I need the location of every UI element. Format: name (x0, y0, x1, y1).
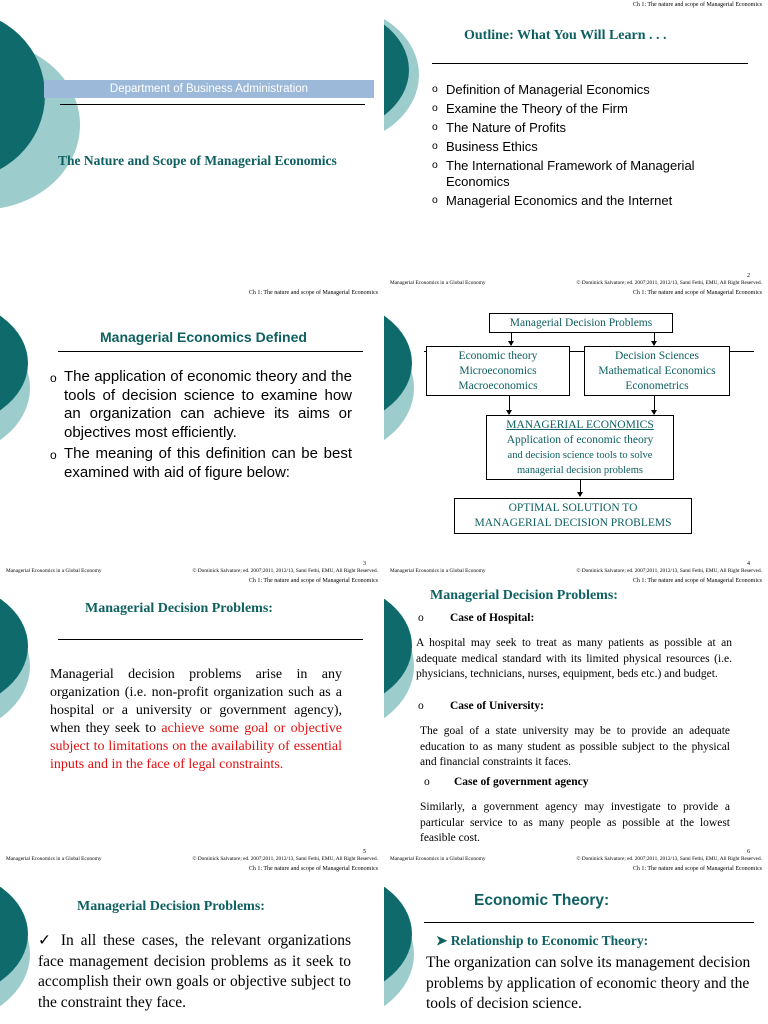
footer-left: Managerial Economics in a Global Economy (6, 856, 102, 862)
list-item: o The meaning of this definition can be best examined with aid of figure below: (50, 445, 352, 481)
dept-label: Department of Business Administration (109, 83, 309, 95)
bullet-circle-icon: o (432, 195, 438, 206)
bullet-circle-icon: o (432, 84, 438, 95)
title-rule (424, 922, 754, 923)
arrow-down-icon (580, 480, 581, 496)
slide-title: Economic Theory: (474, 892, 610, 909)
slide-title: Outline: What You Will Learn . . . (464, 28, 667, 43)
definition-list (50, 368, 352, 482)
slide-header: Ch 1: The nature and scope of Managerial Economics (248, 290, 378, 296)
footer-left: Managerial Economics in a Global Economy (390, 568, 486, 574)
slide-header: Ch 1: The nature and scope of Managerial Economics (632, 578, 762, 584)
outline-list (432, 82, 752, 209)
slide-7 (0, 864, 384, 1024)
case-text: Similarly, a government agency may investigate to provide a particular service to as many people as possible at the lowest feasible cost. (420, 801, 730, 844)
slide-header: Ch 1: The nature and scope of Managerial Economics (632, 2, 762, 8)
page-number: 6 (747, 849, 750, 855)
bullet-circle-icon: o (432, 141, 438, 152)
case-heading: o Case of University: (418, 700, 544, 712)
slide-title: Managerial Decision Problems: (430, 588, 618, 603)
page-number: 2 (747, 273, 750, 279)
footer-left: Managerial Economics in a Global Economy (390, 856, 486, 862)
list-item: o Examine the Theory of the Firm (432, 101, 628, 116)
slide-body: The organization can solve its management decision problems by application of economic theory and the tools of decision science. (426, 954, 751, 1012)
list-item: o Definition of Managerial Economics (432, 82, 650, 97)
arrow-bullet-icon: ➤ (436, 933, 448, 948)
title-rule (60, 104, 365, 105)
page-number: 5 (363, 849, 366, 855)
economic-theory-box: Economic theory Microeconomics Macroeconomics (426, 346, 570, 396)
footer-right: © Dominick Salvatore; ed. 2007;2011, 2012/13, Sami Fethi, EMU, All Right Reserved. (576, 856, 762, 862)
slide-title: Managerial Decision Problems: (77, 899, 265, 914)
slide-3 (0, 288, 384, 576)
arrow-down-icon (654, 333, 655, 345)
slide-6 (384, 576, 768, 864)
slide-1 (0, 0, 384, 288)
page-number: 3 (363, 561, 366, 567)
subheading: ➤ Relationship to Economic Theory: (436, 933, 649, 948)
footer-right: © Dominick Salvatore; ed. 2007;2011, 2012/13, Sami Fethi, EMU, All Right Reserved. (192, 856, 378, 862)
slide-4 (384, 288, 768, 576)
slide-title: Managerial Economics Defined (100, 329, 307, 345)
slide-header: Ch 1: The nature and scope of Managerial Economics (632, 866, 762, 872)
checkmark-icon: ✓ (38, 932, 54, 949)
slide-header: Ch 1: The nature and scope of Managerial Economics (632, 290, 762, 296)
slide-5 (0, 576, 384, 864)
list-item: o Business Ethics (432, 139, 538, 154)
slide-8 (384, 864, 768, 1024)
highlighted-text: achieve some goal or objective subject to limitations on the availability of essential inputs and in the face of legal constraints. (50, 721, 342, 772)
managerial-economics-box: MANAGERIAL ECONOMICS Application of economic theory and decision science tools to solve managerial decision problems (486, 415, 674, 480)
list-item: o The Nature of Profits (432, 120, 566, 135)
arrow-down-icon (511, 333, 512, 345)
footer-left: Managerial Economics in a Global Economy (6, 568, 102, 574)
slide-title: Managerial Decision Problems: (85, 601, 273, 616)
list-item: o Managerial Economics and the Internet (432, 193, 673, 208)
bullet-circle-icon: o (418, 700, 424, 712)
bullet-circle-icon: o (50, 371, 57, 385)
case-heading: o Case of government agency (424, 776, 589, 788)
bullet-circle-icon: o (418, 612, 424, 624)
footer-left: Managerial Economics in a Global Economy (390, 280, 486, 286)
deck-title: The Nature and Scope of Managerial Economics (58, 153, 337, 168)
slide-header: Ch 1: The nature and scope of Managerial Economics (248, 578, 378, 584)
list-item: o The application of economic theory and the tools of decision science to examine how an organization can achieve its aims or objectives most efficiently. (50, 368, 352, 441)
optimal-solution-box: OPTIMAL SOLUTION TO MANAGERIAL DECISION PROBLEMS (454, 498, 692, 534)
title-rule (432, 63, 748, 64)
decision-problems-box: Managerial Decision Problems (489, 313, 673, 333)
footer-right: © Dominick Salvatore; ed. 2007;2011, 2012/13, Sami Fethi, EMU, All Right Reserved. (576, 568, 762, 574)
footer-right: © Dominick Salvatore; ed. 2007;2011, 2012/13, Sami Fethi, EMU, All Right Reserved. (576, 280, 762, 286)
footer-right: © Dominick Salvatore; ed. 2007;2011, 2012/13, Sami Fethi, EMU, All Right Reserved. (192, 568, 378, 574)
slide-body: Managerial decision problems arise in any organization (i.e. non-profit organization such as a hospital or a university or government agency), when they seek to achieve some goal or objective subject to limitations on the availability of essential inputs and in the face of legal constraints. (50, 667, 342, 772)
dept-banner (44, 80, 374, 98)
bullet-circle-icon: o (424, 776, 430, 788)
title-rule (58, 639, 363, 640)
page-number: 4 (747, 561, 750, 567)
bullet-circle-icon: o (50, 448, 57, 462)
bullet-circle-icon: o (432, 160, 438, 171)
case-text: A hospital may seek to treat as many patients as possible at an adequate medical standard with its limited physical resources (i.e. physicians, technicians, nurses, equipment, beds etc.) and budget. (416, 637, 732, 680)
slide-2 (384, 0, 768, 288)
slide-header: Ch 1: The nature and scope of Managerial Economics (248, 866, 378, 872)
list-item: o The International Framework of Managerial Economics (432, 158, 695, 189)
title-rule (58, 351, 363, 352)
decision-sciences-box: Decision Sciences Mathematical Economics Econometrics (584, 346, 730, 396)
bullet-circle-icon: o (432, 103, 438, 114)
bullet-circle-icon: o (432, 122, 438, 133)
arrow-down-icon (509, 396, 510, 414)
case-text: The goal of a state university may be to provide an adequate education to as many student as possible subject to the physical and financial constraints it faces. (420, 725, 730, 768)
slide-body: ✓ In all these cases, the relevant organizations face management decision problems as it seek to accomplish their own goals or objective subject to the constraint they face. (38, 932, 351, 1011)
arrow-down-icon (654, 396, 655, 414)
case-heading: o Case of Hospital: (418, 612, 535, 624)
